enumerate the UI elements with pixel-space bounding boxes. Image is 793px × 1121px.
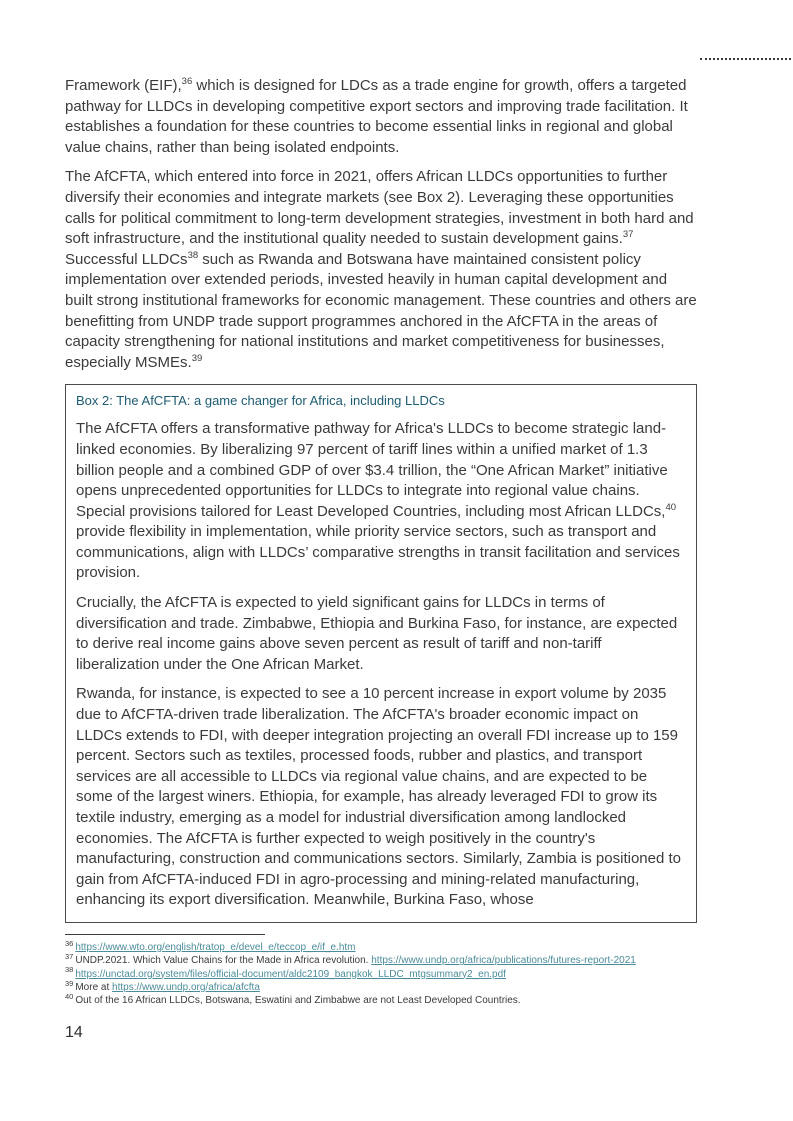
footnote-36-link[interactable]: https://www.wto.org/english/tratop_e/devel_e/teccop_e/if_e.htm <box>75 941 356 953</box>
footnote-number: 37 <box>65 951 74 961</box>
footnote-ref-39: 39 <box>191 352 203 364</box>
footnote-separator <box>65 934 265 935</box>
footnote-37-text: UNDP.2021. Which Value Chains for the Made in Africa revolution. <box>75 955 372 967</box>
footnote-38-link[interactable]: https://unctad.org/system/files/official-document/aldc2109_bangkok_LLDC_mtgsummary2_en.pdf <box>75 968 506 980</box>
footnote-38 <box>65 965 697 981</box>
footnote-39-link[interactable]: https://www.undp.org/africa/afcfta <box>112 981 260 993</box>
footnote-number: 38 <box>65 965 74 975</box>
footnote-number: 40 <box>65 991 74 1001</box>
footnote-ref-38: 38 <box>187 249 199 261</box>
footnote-ref-37: 37 <box>622 229 634 241</box>
footnote-39-text: More at <box>75 981 113 993</box>
text-run: Successful LLDCs <box>65 250 188 268</box>
footnote-ref-36: 36 <box>181 76 193 87</box>
footnotes-section <box>65 938 697 1007</box>
header-dotted-line <box>700 58 791 60</box>
footnote-number: 39 <box>65 978 74 988</box>
footnote-39 <box>65 978 697 994</box>
footnote-40 <box>65 991 697 1007</box>
box-title: Box 2: The AfCFTA: a game changer for Africa, including LLDCs <box>76 393 445 409</box>
footnote-ref-40: 40 <box>665 501 677 513</box>
text-run: such as Rwanda and Botswana have maintained consistent policy implementation over extended periods, invested heavily in human capital development and built strong institutional frameworks for economic management. These countries and others are benefitting from UNDP trade support programmes anchored in the AfCFTA in the areas of capacity strengthening for national institutions and market competitiveness for businesses, especially MSMEs. <box>65 250 697 371</box>
footnote-37 <box>65 951 697 967</box>
box-2-callout <box>65 384 697 923</box>
text-run: Framework (EIF), <box>65 77 182 94</box>
footnote-number: 36 <box>65 938 74 948</box>
box-paragraph-1 <box>76 419 684 584</box>
text-run: The AfCFTA offers a transformative pathway for Africa's LLDCs to become strategic land-linked economies. By liberalizing 97 percent of tariff lines within a unified market of 1.3 billion people and a combined GDP of over $3.4 trillion, the “One African Market” initiative opens unprecedented opportunities for LLDCs to integrate into regional value chains. Special provisions tailored for Least Developed Countries, including most African LLDCs, <box>76 420 668 520</box>
box-paragraph-3: Rwanda, for instance, is expected to see a 10 percent increase in export volume by 2035 due to AfCFTA-driven trade liberalization. The AfCFTA's broader economic impact on LLDCs extends to FDI, with deeper integration projecting an overall FDI increase up to 159 percent. Sectors such as textiles, processed foods, rubber and plastics, and transport services are all accessible to LLDCs via regional value chains, and are expected to be some of the largest winers. Ethiopia, for example, has already leveraged FDI to grow its textile industry, emerging as a model for industrial diversification among landlocked economies. The AfCFTA is further expected to weigh positively in the country's manufacturing, construction and communications sectors. Similarly, Zambia is positioned to gain from AfCFTA-induced FDI in agro-processing and mining-related manufacturing, enhancing its export diversification. Meanwhile, Burkina Faso, whose <box>76 685 681 909</box>
footnote-37-link[interactable]: https://www.undp.org/africa/publications/futures-report-2021 <box>371 955 636 967</box>
footnote-40-text: Out of the 16 African LLDCs, Botswana, Eswatini and Zimbabwe are not Least Developed Countries. <box>75 995 521 1007</box>
box-paragraph-2: Crucially, the AfCFTA is expected to yield significant gains for LLDCs in terms of diversification and trade. Zimbabwe, Ethiopia and Burkina Faso, for instance, are expected to derive real income gains above seven percent as result of tariff and non-tariff liberalization under the One African Market. <box>76 594 678 673</box>
paragraph-framework-eif <box>65 76 697 158</box>
text-run: The AfCFTA, which entered into force in 2021, offers African LLDCs opportunities to further diversify their economies and integrate markets (see Box 2). Leveraging these opportunities calls for political commitment to long-term development strategies, investment in both hard and soft infrastructure, and the institutional quality needed to sustain development gains. <box>65 168 694 248</box>
text-run: which is designed for LDCs as a trade engine for growth, offers a targeted pathway for LLDCs in developing competitive export sectors and improving trade facilitation. It establishes a foundation for these countries to become essential links in regional and global value chains, rather than being isolated endpoints. <box>65 77 688 156</box>
footnote-36 <box>65 938 697 954</box>
page-number: 14 <box>65 1024 83 1041</box>
text-run: provide flexibility in implementation, while priority service sectors, such as transport and communications, align with LLDCs’ comparative strengths in transit facilitation and services provision. <box>76 523 680 582</box>
paragraph-afcfta-force <box>65 167 697 373</box>
